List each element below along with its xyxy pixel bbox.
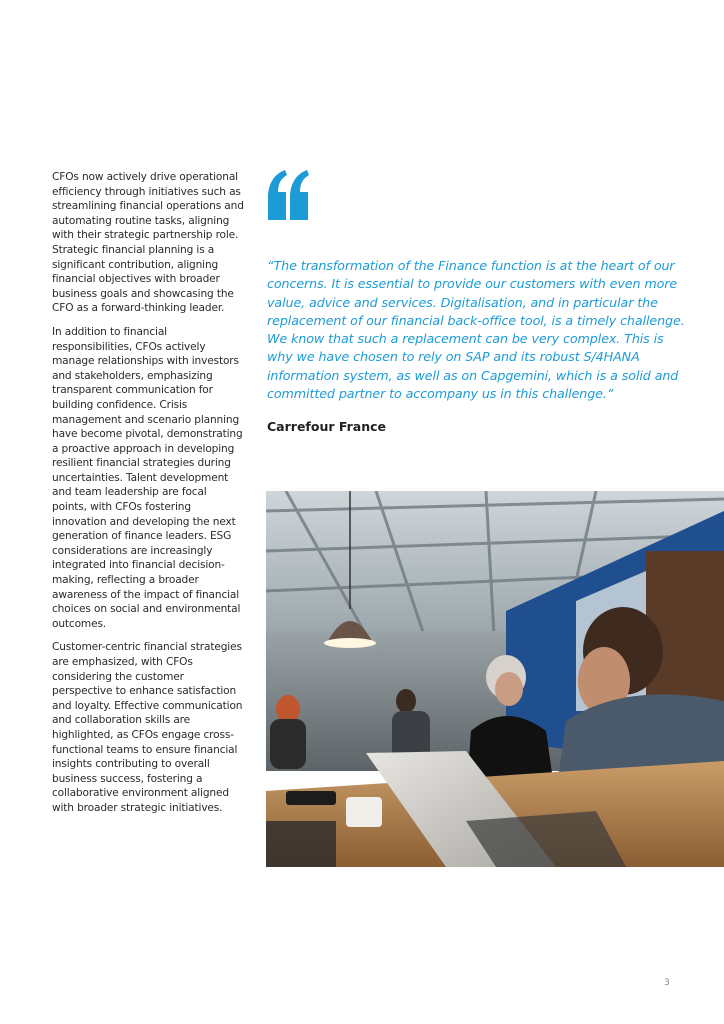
body-text-column bbox=[52, 170, 244, 825]
quote-text: “The transformation of the Finance function is at the heart of our concerns. It is essential to provide our customers with even more value, advice and services. Digitalisation, and in particular the replacement of our financial back-office tool, is a timely challenge. We know that such a replacement can be very complex. This is why we have chosen to rely on SAP and its robust S/4HANA information system, as well as on Capgemini, which is a solid and committed partner to accompany us in this challenge.” bbox=[267, 258, 685, 402]
quote-author: Carrefour France bbox=[267, 419, 386, 434]
quote-mark-icon bbox=[266, 168, 310, 226]
paragraph-1: CFOs now actively drive operational efficiency through initiatives such as streamlining financial operations and automating routine tasks, aligning with their strategic partnership role. Strategic financial planning is a significant contribution, aligning financial objectives with broader business goals and showcasing the CFO as a forward-thinking leader. bbox=[52, 171, 244, 315]
paragraph-3: Customer-centric financial strategies are emphasized, with CFOs considering the customer perspective to enhance satisfaction and loyalty. Effective communication and collaboration skills are highlighted, as CFOs engage cross-functional teams to ensure financial insights contributing to overall business success, fostering a collaborative environment aligned with broader strategic initiatives. bbox=[52, 641, 243, 814]
office-meeting-photo bbox=[266, 491, 724, 867]
paragraph-2: In addition to financial responsibilities, CFOs actively manage relationships with investors and stakeholders, emphasizing transparent communication for building confidence. Crisis management and scenario planning have become pivotal, demonstrating a proactive approach in developing resilient financial strategies during uncertainties. Talent development and team leadership are focal points, with CFOs fostering innovation and developing the next generation of finance leaders. ESG considerations are increasingly integrated into financial decision-making, reflecting a broader awareness of the impact of financial choices on social and environmental outcomes. bbox=[52, 325, 243, 630]
page-number: 3 bbox=[664, 978, 670, 988]
